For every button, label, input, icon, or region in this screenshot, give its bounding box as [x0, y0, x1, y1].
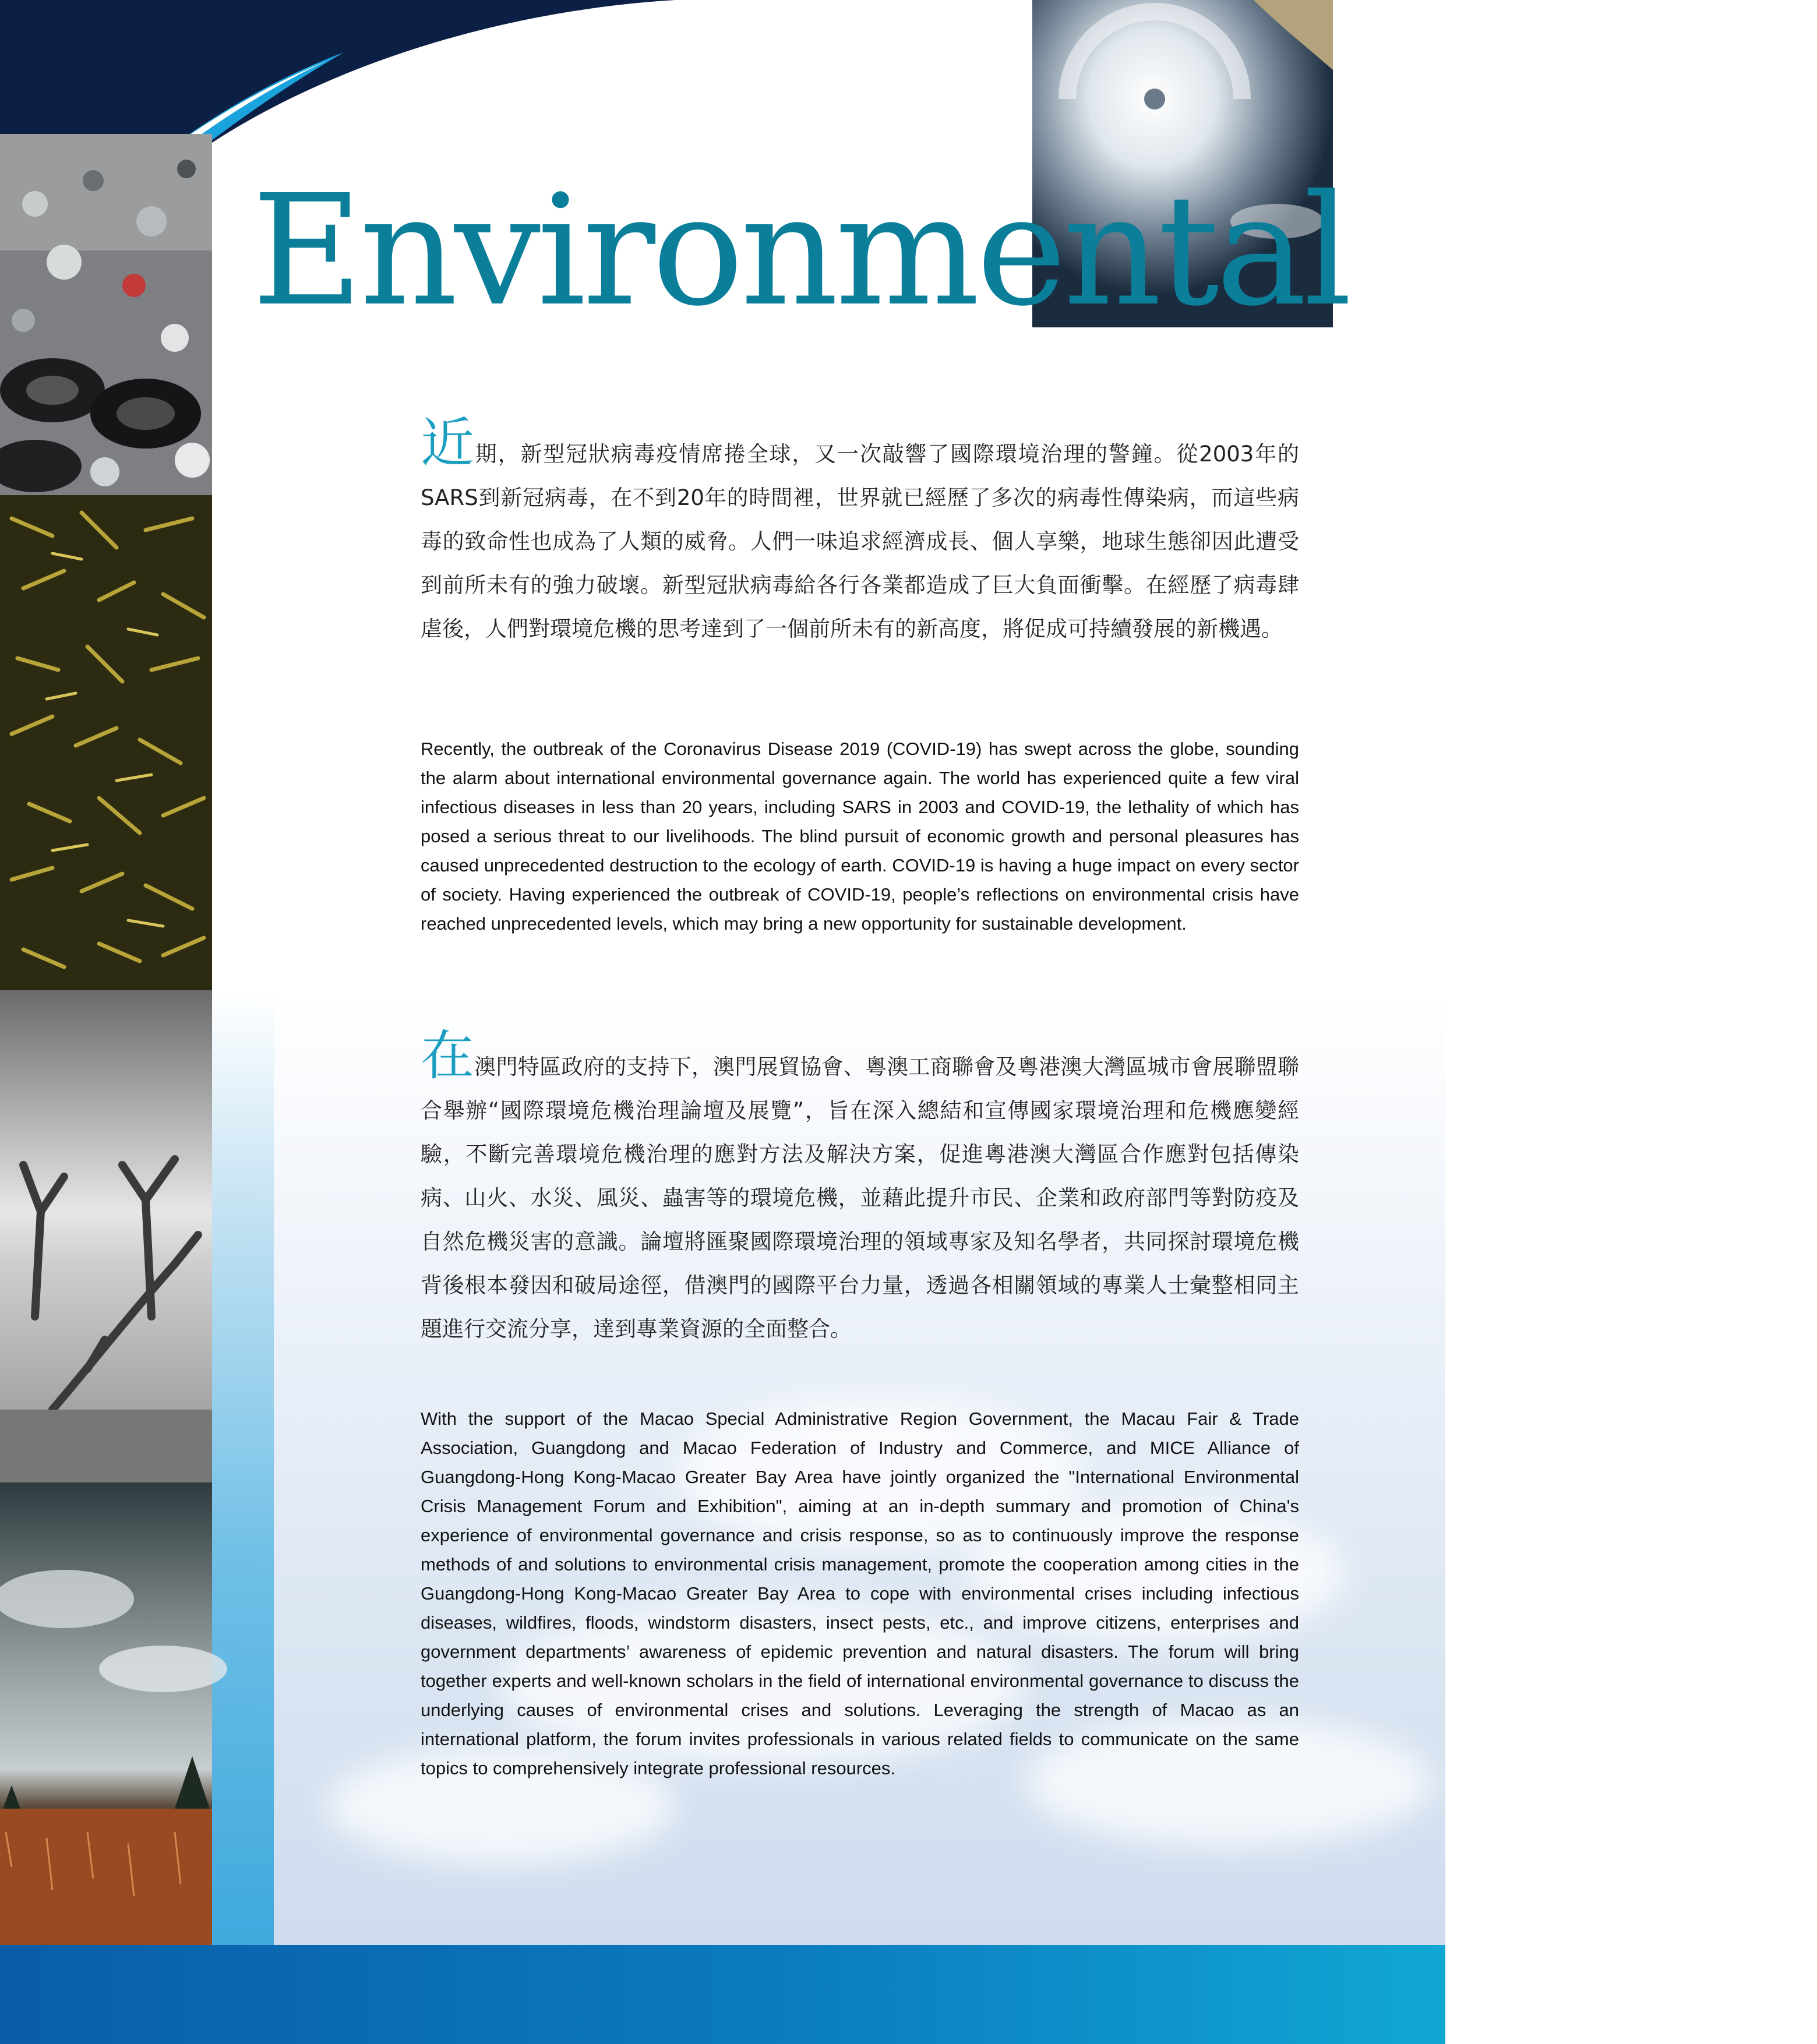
- blue-side-strip: [210, 990, 274, 1946]
- storm-clouds-field-photo: [0, 1482, 212, 1946]
- forum-chinese-paragraph: [421, 1025, 1299, 1351]
- intro-english-paragraph: Recently, the outbreak of the Coronavirus Disease 2019 (COVID-19) has swept across the globe, sounding the alarm about international environmental governance again. The world has experienced quite a few viral infectious diseases in less than 20 years, including SARS in 2003 and COVID-19, the lethality of which has posed a serious threat to our livelihoods. The blind pursuit of economic growth and personal pleasures has caused unprecedented destruction to the ecology of earth. COVID-19 is having a huge impact on every sector of society. Having experienced the outbreak of COVID-19, people’s reflections on environmental crisis have reached unprecedented levels, which may bring a new opportunity for sustainable development.: [421, 739, 1299, 934]
- dead-trees-flood-photo: [0, 990, 212, 1482]
- forum-chinese-text: 澳門特區政府的支持下，澳門展貿協會、粵澳工商聯會及粵港澳大灣區城市會展聯盟聯合舉辦“國際環境危機治理論壇及展覽”，旨在深入總結和宣傳國家環境治理和危機應變經驗，不斷完善環境危機治理的應對方法及解決方案，促進粵港澳大灣區合作應對包括傳染病、山火、水災、風災、蟲害等的環境危機，並藉此提升市民、企業和政府部門等對防疫及自然危機災害的意識。論壇將匯聚國際環境治理的領域專家及知名學者，共同探討環境危機背後根本發因和破局途徑，借澳門的國際平台力量，透過各相關領域的專業人士彙整相同主題進行交流分享，達到專業資源的全面整合。: [421, 1054, 1299, 1342]
- intro-chinese-paragraph: [421, 412, 1299, 651]
- intro-chinese-text: 期，新型冠狀病毒疫情席捲全球，又一次敲響了國際環境治理的警鐘。從2003年的SARS到新冠病毒，在不到20年的時間裡，世界就已經歷了多次的病毒性傳染病，而這些病毒的致命性也成為了人類的威脅。人們一味追求經濟成長、個人享樂，地球生態卻因此遭受到前所未有的強力破壞。新型冠狀病毒給各行各業都造成了巨大負面衝擊。在經歷了病毒肆虐後，人們對環境危機的思考達到了一個前所未有的新高度，將促成可持續發展的新機遇。: [421, 442, 1299, 641]
- intro-drop-cap: 近: [421, 412, 475, 474]
- garbage-dump-photo: [0, 134, 212, 495]
- forum-english-paragraph: With the support of the Macao Special Administrative Region Government, the Macau Fair & Trade Association, Guangdong and Macao Federation of Industry and Commerce, and MICE Alliance of Guangdong-Hong Kong-Macao Greater Bay Area have jointly organized the "International Environmental Crisis Management Forum and Exhibition", aiming at an in-depth summary and promotion of China's experience of environmental governance and crisis response, so as to continuously improve the response methods of and solutions to environmental crisis management, promote the cooperation among cities in the Guangdong-Hong Kong-Macao Greater Bay Area to cope with environmental crises including infectious diseases, wildfires, floods, windstorm disasters, insect pests, etc., and improve citizens, enterprises and government departments’ awareness of epidemic prevention and natural disasters. The forum will bring together experts and well-known scholars in the field of international environmental governance to discuss the underlying causes of environmental crises and solutions. Leveraging the strength of Macao as an international platform, the forum invites professionals in various related fields to communicate on the same topics to comprehensively integrate professional resources.: [421, 1408, 1299, 1778]
- footer-bar: [0, 1945, 1445, 2044]
- page-title: [252, 162, 1817, 340]
- locust-swarm-photo: [0, 495, 212, 990]
- title-environmental: Environmental: [252, 162, 1349, 340]
- title-crisis: Crisis: [1393, 162, 1817, 340]
- forum-drop-cap: 在: [421, 1025, 475, 1087]
